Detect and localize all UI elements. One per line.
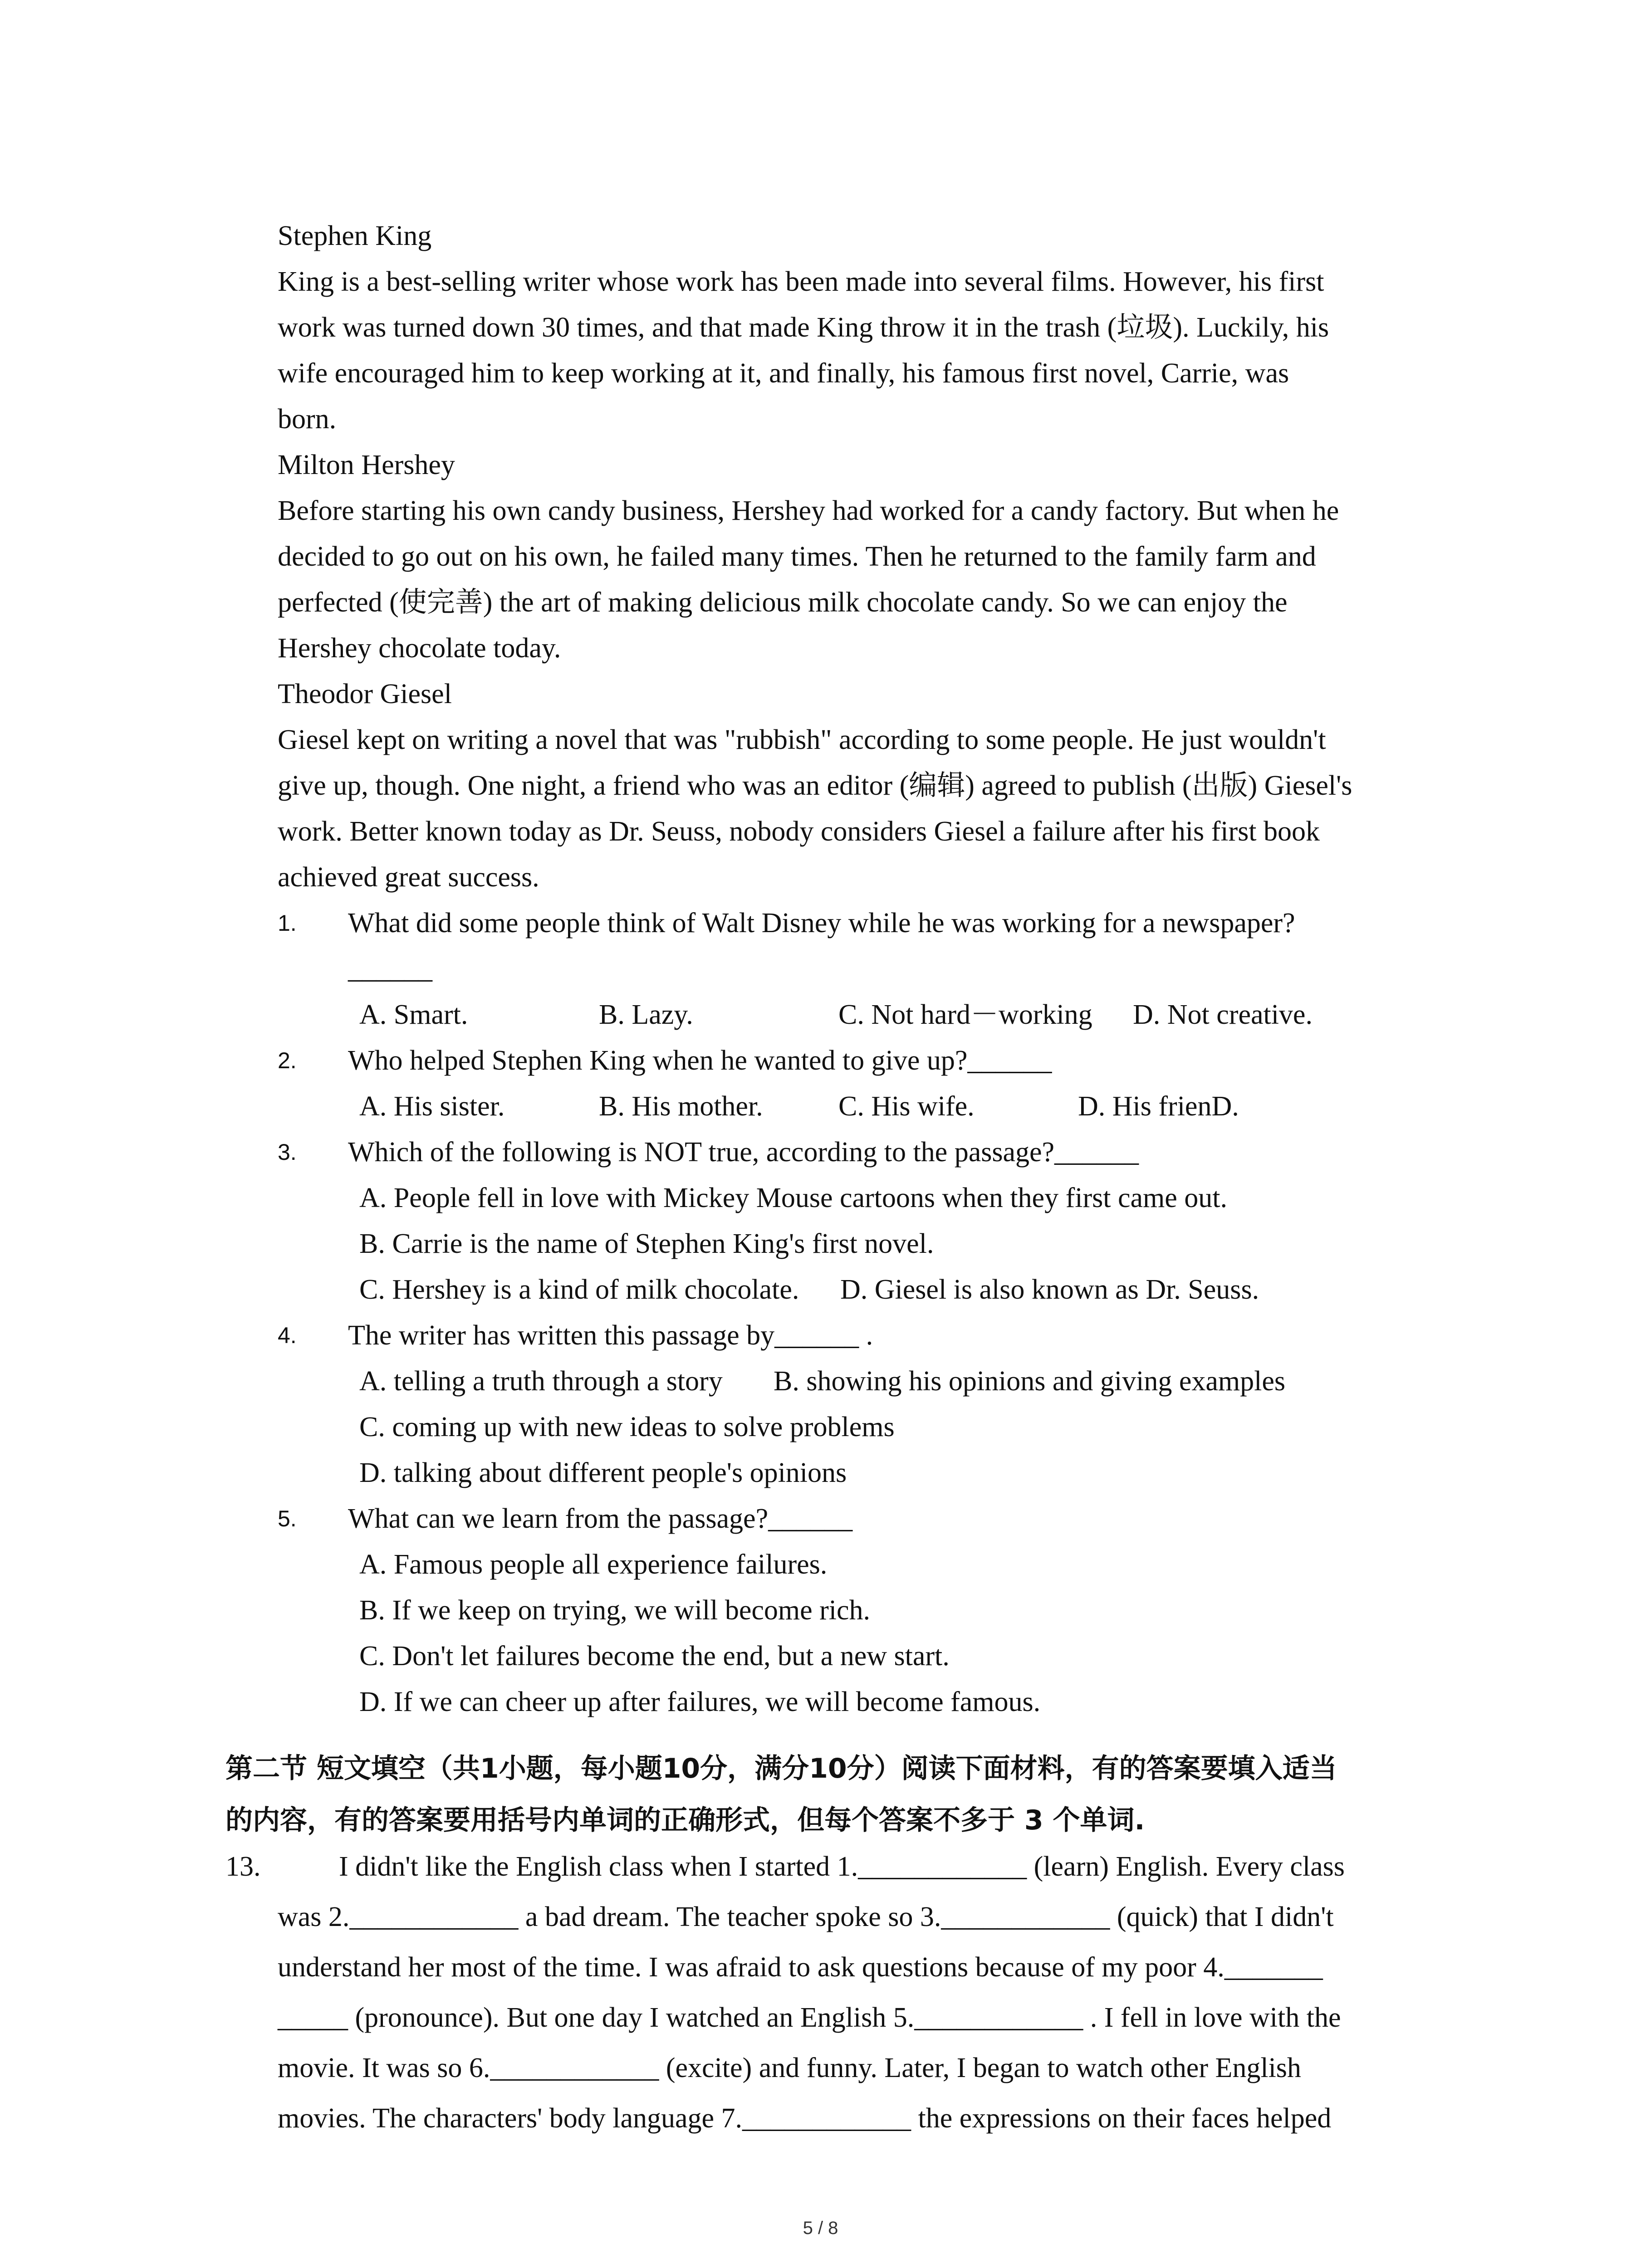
- option-d: D. Not creative.: [1133, 999, 1313, 1030]
- passage-heading: Theodor Giesel: [278, 679, 452, 709]
- question-3: [278, 1129, 1503, 1313]
- passage-line: Giesel kept on writing a novel that was "rubbish" according to some people. He just wouldn't: [278, 724, 1326, 755]
- cloze-line: understand her most of the time. I was afraid to ask questions because of my poor 4._______: [278, 1952, 1323, 1983]
- option-b: B. His mother.: [599, 1091, 763, 1122]
- passage-heading: Stephen King: [278, 220, 432, 251]
- passage-line: King is a best-selling writer whose work has been made into several films. However, his first: [278, 266, 1324, 297]
- option-c: C. Not hard－working: [838, 999, 1092, 1030]
- passage-stephen-king: [278, 213, 1480, 442]
- question-number: 2.: [278, 1048, 297, 1073]
- section-2-title: [225, 1743, 1460, 1846]
- question-text: What can we learn from the passage?______: [348, 1503, 853, 1534]
- question-number: 5.: [278, 1506, 297, 1531]
- passage-line: work. Better known today as Dr. Seuss, nobody considers Giesel a failure after his first book: [278, 816, 1320, 847]
- cloze-line: movie. It was so 6.____________ (excite) and funny. Later, I began to watch other English: [278, 2053, 1301, 2083]
- option-d: D. His frienD.: [1078, 1091, 1239, 1122]
- option-a: A. Famous people all experience failures.: [359, 1549, 828, 1580]
- option-d: D. talking about different people's opinions: [359, 1457, 847, 1488]
- question-text: Which of the following is NOT true, according to the passage?______: [348, 1137, 1139, 1168]
- section-title-line: 的内容，有的答案要用括号内单词的正确形式，但每个答案不多于 3 个单词.: [225, 1804, 1145, 1836]
- passage-line: achieved great success.: [278, 862, 539, 893]
- passage-heading: Milton Hershey: [278, 450, 455, 480]
- passage-line: Before starting his own candy business, Hershey had worked for a candy factory. But when he: [278, 495, 1339, 526]
- option-c: C. His wife.: [838, 1091, 975, 1122]
- question-4: [278, 1313, 1503, 1496]
- question-text: What did some people think of Walt Disney while he was working for a newspaper?: [348, 908, 1295, 938]
- passage-line: Hershey chocolate today.: [278, 633, 561, 664]
- cloze-passage: [225, 1842, 1460, 2144]
- question-number: 4.: [278, 1323, 297, 1348]
- option-a: A. His sister.: [359, 1091, 505, 1122]
- option-d: D. Giesel is also known as Dr. Seuss.: [840, 1274, 1259, 1305]
- option-b: B. showing his opinions and giving examples: [774, 1366, 1286, 1397]
- cloze-line: was 2.____________ a bad dream. The teacher spoke so 3.____________ (quick) that I didn't: [278, 1901, 1334, 1932]
- question-number: 13.: [225, 1851, 261, 1882]
- option-a: A. People fell in love with Mickey Mouse cartoons when they first came out.: [359, 1183, 1227, 1213]
- option-a: A. Smart.: [359, 999, 468, 1030]
- passage-line: give up, though. One night, a friend who was an editor (编辑) agreed to publish (出版) Giesel's: [278, 770, 1352, 801]
- question-text: The writer has written this passage by______ .: [348, 1320, 873, 1351]
- passage-line: perfected (使完善) the art of making delicious milk chocolate candy. So we can enjoy the: [278, 587, 1288, 618]
- cloze-line: _____ (pronounce). But one day I watched an English 5.____________ . I fell in love with the: [278, 2002, 1341, 2033]
- passage-milton-hershey: [278, 442, 1480, 671]
- option-c: C. coming up with new ideas to solve problems: [359, 1412, 895, 1442]
- passage-theodor-giesel: [278, 671, 1480, 900]
- option-b: B. If we keep on trying, we will become rich.: [359, 1595, 870, 1626]
- question-number: 3.: [278, 1139, 297, 1165]
- option-c: C. Don't let failures become the end, but a new start.: [359, 1641, 950, 1672]
- option-b: B. Carrie is the name of Stephen King's first novel.: [359, 1228, 934, 1259]
- option-c: C. Hershey is a kind of milk chocolate.: [359, 1274, 799, 1305]
- question-text: Who helped Stephen King when he wanted to give up?______: [348, 1045, 1052, 1076]
- option-a: A. telling a truth through a story: [359, 1366, 723, 1397]
- question-1: [278, 900, 1503, 1038]
- section-title-line: 第二节 短文填空（共1小题，每小题10分，满分10分）阅读下面材料，有的答案要填入适当: [225, 1753, 1337, 1784]
- cloze-line: I didn't like the English class when I started 1.____________ (learn) English. Every class: [339, 1851, 1345, 1882]
- answer-blank: ______: [348, 953, 432, 984]
- option-b: B. Lazy.: [599, 999, 693, 1030]
- passage-line: decided to go out on his own, he failed many times. Then he returned to the family farm and: [278, 541, 1316, 572]
- question-5: [278, 1496, 1503, 1725]
- passage-line: wife encouraged him to keep working at it, and finally, his famous first novel, Carrie, was: [278, 358, 1289, 389]
- passage-line: work was turned down 30 times, and that made King throw it in the trash (垃圾). Luckily, his: [278, 312, 1329, 343]
- question-number: 1.: [278, 910, 297, 936]
- page-number: 5 / 8: [803, 2218, 838, 2238]
- option-d: D. If we can cheer up after failures, we will become famous.: [359, 1686, 1041, 1717]
- question-2: [278, 1038, 1503, 1129]
- cloze-line: movies. The characters' body language 7.____________ the expressions on their faces helped: [278, 2103, 1332, 2134]
- passage-line: born.: [278, 404, 337, 435]
